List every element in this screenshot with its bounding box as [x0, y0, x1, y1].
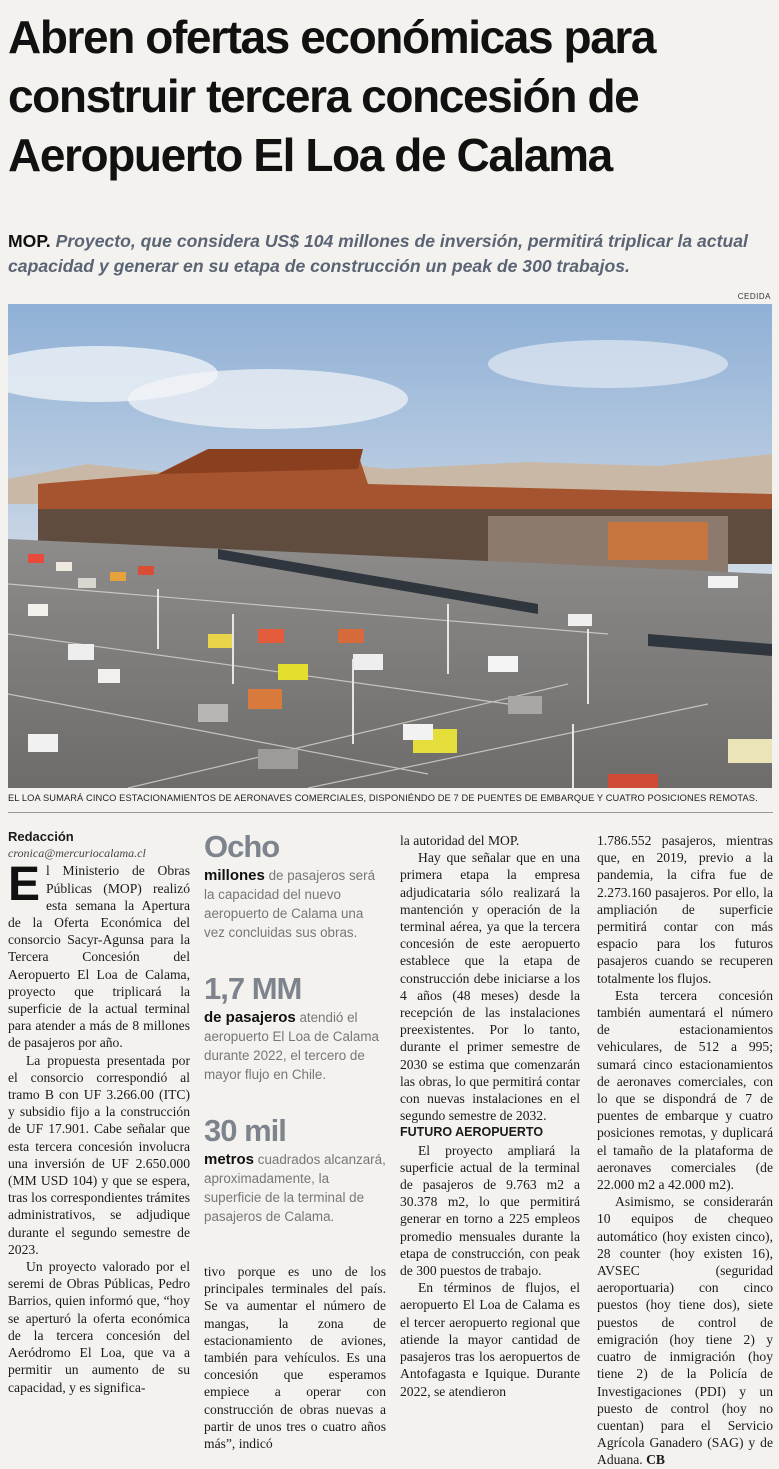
stat-figure: 1,7 MM [204, 971, 302, 1006]
stat-figure: 30 mil [204, 1113, 286, 1148]
article-column-2 [204, 828, 386, 1452]
paragraph: El proyecto ampliará la superficie actual de la terminal de pasajeros de 9.763 m2 a 30.378 m2, lo que permitirá generar en torno a 225 empleos promedio mensuales durante la etapa de construcción, con peak de 300 puestos de trabajo. [400, 1142, 580, 1279]
lede [8, 229, 773, 279]
paragraph: Un proyecto valorado por el seremi de Obras Públicas, Pedro Barrios, quien informó que, “hoy se aperturó la oferta económica de la tercera concesión del Aeródromo El Loa, que va a permitir un aumento de su capacidad, y es significa- [8, 1259, 190, 1395]
stat-unit: millones [204, 867, 265, 884]
byline-email: cronica@mercuriocalama.cl [8, 846, 146, 861]
paragraph: Esta tercera concesión también aumentará el número de estacionamientos vehiculares, de 512 a 995; sumará cinco estacionamientos de aeronaves comerciales, con lo que se dispondrá de 7 de puentes de embarque y cuatro posiciones remotas, y duplicará el tamaño de la plataforma de aeronaves comerciales (de 22.000 m2 a 42.000 m2). [597, 987, 773, 1193]
article-column-3 [400, 832, 580, 1400]
stat-unit: de pasajeros [204, 1009, 296, 1026]
paragraph-text: l Ministerio de Obras Públicas (MOP) realizó esta semana la Apertura de la Oferta Económica del consorcio Sacyr-Agunsa para la Tercera Concesión del Aeropuerto El Loa de Calama, proyecto que triplicará la superficie de la actual terminal para atender a más de 8 millones de pasajeros por año. [8, 863, 190, 1051]
photo-caption: EL LOA SUMARÁ CINCO ESTACIONAMIENTOS DE AERONAVES COMERCIALES, DISPONIÉNDO DE 7 DE PUENTES DE EMBARQUE Y CUATRO POSICIONES REMOTAS. [8, 793, 758, 803]
article-column-4 [597, 832, 773, 1469]
photo-credit: CEDIDA [737, 292, 771, 301]
end-mark: CB [646, 1452, 665, 1468]
paragraph [597, 1193, 773, 1468]
stat-text: cuadrados alcanzará, aproximadamente, la superficie de la terminal de pasajeros de Calama. [204, 1152, 386, 1224]
paragraph: En términos de flujos, el aeropuerto El Loa de Calama es el tercer aeropuerto regional que atiende la mayor cantidad de pasajeros tras los aeropuertos de Antofagasta e Iquique. Durante 2022, se atendieron [400, 1280, 580, 1399]
stat-box [204, 828, 386, 942]
paragraph: tivo porque es uno de los principales terminales del país. Se va aumentar el número de mangas, la zona de estacionamiento de aviones, también para vehículos. Es una concesión que esperamos empiece a operar con construcción de obras nuevas a partir de unos tres o cuatro años más”, indicó [204, 1264, 386, 1452]
lede-text: Proyecto, que considera US$ 104 millones de inversión, permitirá triplicar la actual capacidad y generar en su etapa de construcción un peak de 300 trabajos. [8, 231, 748, 276]
stat-figure: Ocho [204, 829, 280, 864]
article-column-1 [8, 828, 190, 1396]
headline: Abren ofertas económicas para construir tercera concesión de Aeropuerto El Loa de Calama [8, 11, 656, 181]
lede-tag: MOP. [8, 231, 51, 251]
stat-text: atendió el aeropuerto El Loa de Calama durante 2022, el tercero de mayor flujo en Chile. [204, 1010, 379, 1082]
divider [8, 812, 773, 813]
paragraph [8, 858, 190, 1051]
paragraph: Hay que señalar que en una primera etapa la empresa adjudicataria sólo realizará la mantención y operación de la terminal aérea, ya que la tercera concesión de este aeropuerto establece que la etapa de construcción debe iniciarse a los 4 años (48 meses) desde la recepción de las instalaciones preexistentes. Por lo tanto, durante el primer semestre de 2030 se estima que comenzarán las obras, lo que permitirá contar con nuevas instalaciones en el segundo semestre de 2032. [400, 850, 580, 1124]
byline-name: Redacción [8, 829, 74, 844]
paragraph: la autoridad del MOP. [400, 833, 520, 848]
stat-text: de pasajeros será la capacidad del nuevo aeropuerto de Calama una vez concluidas sus obras. [204, 868, 376, 940]
stat-box [204, 970, 386, 1084]
paragraph: 1.786.552 pasajeros, mientras que, en 2019, previo a la pandemia, la cifra fue de 2.273.160 pasajeros. Por ello, la ampliación de superficie permitirá contar con más espacio para los futuros pasajeros cuando se recuperen totalmente los flujos. [597, 833, 773, 986]
section-subhead: FUTURO AEROPUERTO [400, 1125, 544, 1140]
stat-box [204, 1112, 386, 1226]
stat-unit: metros [204, 1151, 255, 1168]
airport-rendering-illustration [8, 304, 772, 788]
dropcap: E [8, 858, 41, 912]
airport-rendering-photo [8, 304, 772, 788]
paragraph: La propuesta presentada por el consorcio correspondió al tramo B con UF 3.266.00 (ITC) y subsidio fijo a la construcción de UF 17.901. Cabe señalar que esta tercera concesión involucra una inversión de UF 2.650.000 (MM USD 104) y que se espera, tras los correspondientes trámites administrativos, se adjudique durante el segundo semestre de 2023. [8, 1052, 190, 1257]
paragraph-text: Asimismo, se considerarán 10 equipos de chequeo automático (hoy existen cinco), 28 counter (hoy existen 16), AVSEC (seguridad aeroportuaria) con cinco puestos (hoy tiene dos), siete puestos de control de emigración (hoy tiene 2) y cuatro de inmigración (hoy tiene 2) de la Policía de Investigaciones (PDI) y un puesto de control (hoy no cuentan) para el Servicio Agrícola Ganadero (SAG) y de Aduana. [597, 1194, 773, 1468]
